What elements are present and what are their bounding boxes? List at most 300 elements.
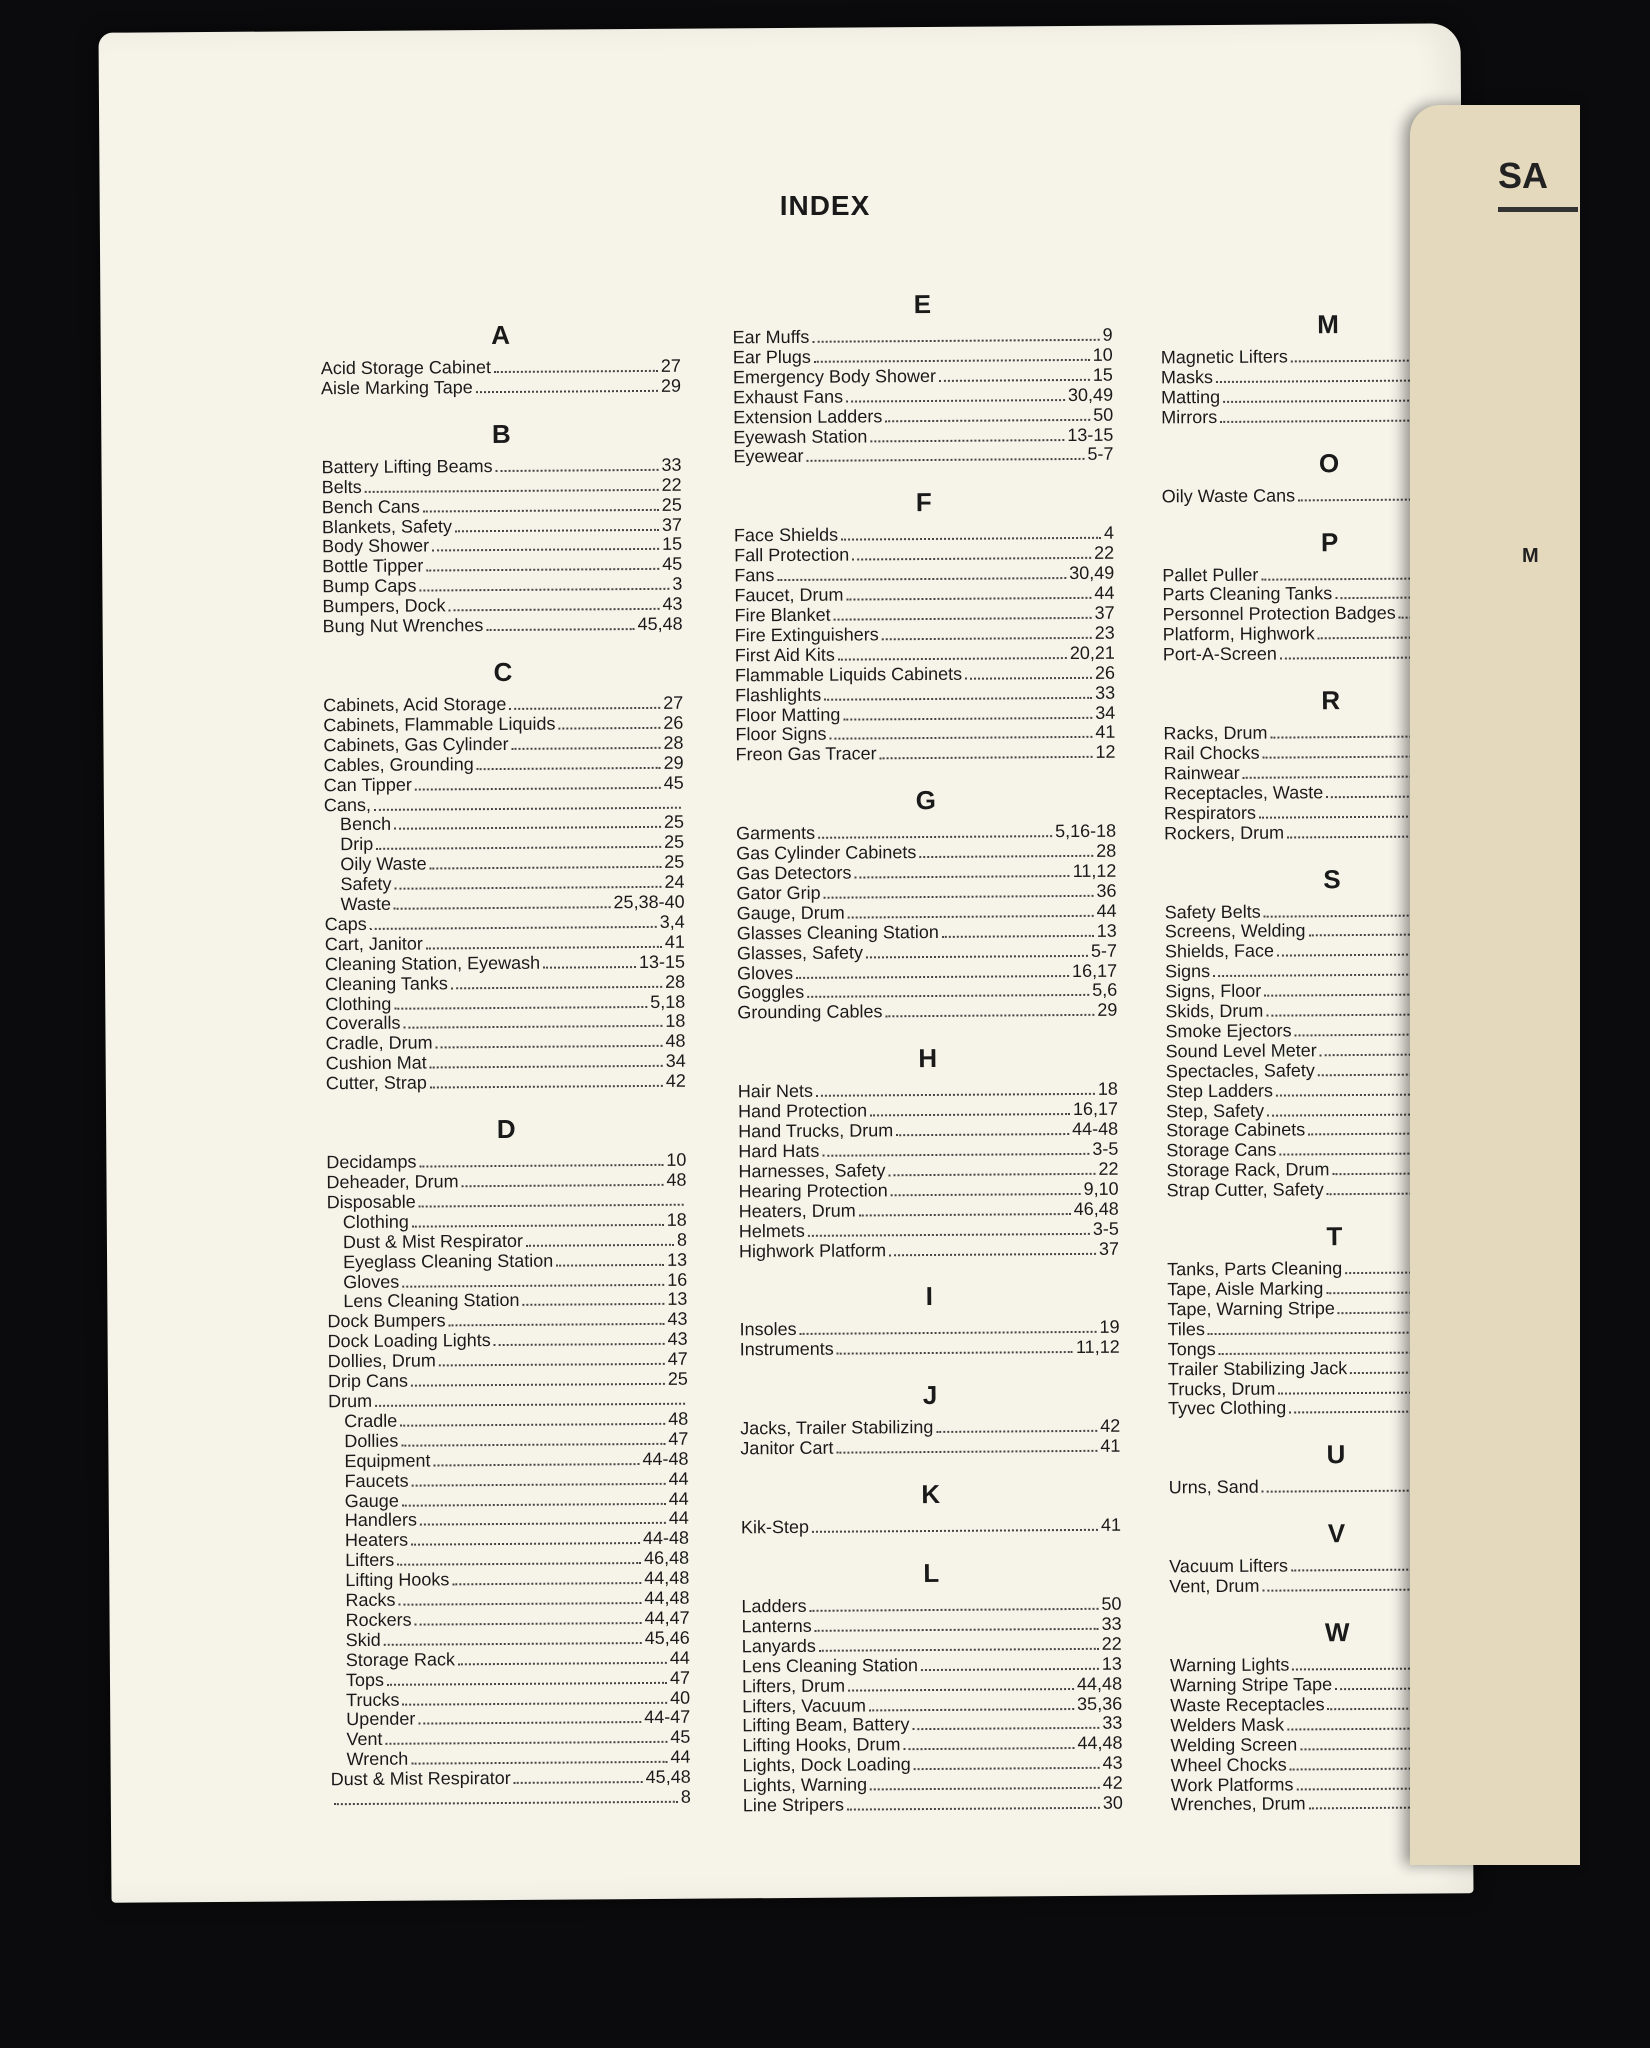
entry-label: Grounding Cables (737, 1001, 883, 1023)
entry-label: Smoke Ejectors (1165, 1020, 1292, 1042)
entry-label: Emergency Body Shower (732, 365, 937, 388)
entry-label: Cutter, Strap (325, 1072, 427, 1094)
entry-page-number: 29 (663, 752, 684, 773)
index-entry (737, 980, 1117, 1003)
dot-leader (808, 1219, 1090, 1237)
index-entry (742, 1653, 1122, 1676)
entry-label: Dust & Mist Respirator (330, 1768, 511, 1790)
entry-label: Rockers (345, 1609, 412, 1631)
entry-page-number: 48 (668, 1408, 689, 1429)
entry-label: Skid (345, 1629, 381, 1650)
entry-label: Gator Grip (736, 882, 821, 904)
dot-leader (903, 1733, 1074, 1750)
index-entry (738, 1139, 1118, 1162)
entry-label: Tongs (1167, 1338, 1216, 1360)
entry-label: Step Ladders (1165, 1080, 1274, 1102)
entry-label: Harnesses, Safety (738, 1160, 886, 1182)
dot-leader (384, 1628, 642, 1646)
entry-page-number: 44 (668, 1508, 689, 1529)
index-entry (740, 1416, 1120, 1439)
entry-label: Goggles (737, 982, 805, 1003)
entry-page-number: 42 (1100, 1415, 1121, 1437)
entry-page-number: 47 (667, 1348, 688, 1369)
entry-label: Hair Nets (737, 1081, 813, 1102)
entry-page-number: 41 (1100, 1435, 1121, 1456)
dot-leader (430, 1051, 663, 1069)
dot-leader (452, 1568, 641, 1585)
index-section-k (741, 1478, 1121, 1538)
dot-leader (777, 563, 1066, 581)
entry-page-number: 43 (667, 1309, 688, 1330)
index-subentry (327, 1210, 687, 1232)
page-title: INDEX (779, 190, 871, 221)
entry-label: Wrench (346, 1748, 409, 1770)
entry-label: Coveralls (325, 1013, 401, 1034)
entry-label: Belts (321, 476, 362, 497)
entry-label: Lanyards (741, 1635, 816, 1657)
dot-leader (494, 356, 658, 373)
entry-label: Drip Cans (327, 1370, 409, 1392)
entry-page-number: 25,38-40 (613, 891, 685, 913)
entry-page-number: 25 (661, 494, 682, 515)
entry-label: Lanterns (741, 1615, 812, 1637)
dot-leader (402, 1269, 664, 1287)
dot-leader (496, 455, 659, 472)
entry-label: Highwork Platform (738, 1239, 887, 1261)
index-entry (737, 901, 1117, 924)
entry-label: Urns, Sand (1168, 1477, 1259, 1498)
entry-page-number: 44,48 (644, 1587, 690, 1609)
entry-page-number: 44 (668, 1468, 689, 1489)
entry-label: Fall Protection (734, 544, 850, 566)
section-letter: U (1326, 1439, 1346, 1470)
index-entry (735, 623, 1115, 646)
entry-label: Fans (734, 565, 775, 586)
entry-label: Flashlights (735, 684, 822, 705)
entry-page-number: 44 (668, 1488, 689, 1509)
dot-leader (387, 1668, 667, 1686)
index-entry (322, 514, 682, 536)
entry-page-number: 44,48 (1076, 1673, 1123, 1694)
index-subentry (329, 1508, 689, 1530)
entry-page-number: 45,48 (637, 613, 683, 635)
entry-page-number: 23 (1094, 622, 1115, 643)
dot-leader (334, 1787, 678, 1805)
entry-page-number: 27 (663, 692, 684, 713)
entry-label: Fire Extinguishers (734, 624, 879, 646)
entry-page-number: 42 (1102, 1772, 1123, 1793)
dot-leader (432, 534, 659, 552)
index-entry (322, 534, 682, 556)
dot-leader (870, 1773, 1100, 1791)
dot-leader (419, 1190, 684, 1208)
dot-leader (870, 425, 1064, 442)
entry-label: Clothing (325, 993, 392, 1014)
entry-label: Dust & Mist Respirator (342, 1230, 524, 1252)
entry-label: Welding Screen (1170, 1734, 1298, 1756)
entry-label: Freon Gas Tracer (735, 743, 877, 765)
dot-leader (511, 733, 660, 750)
index-subentry (330, 1747, 690, 1769)
index-subentry (330, 1608, 690, 1630)
entry-label: Helmets (738, 1220, 805, 1241)
dot-leader (837, 1337, 1073, 1355)
entry-page-number: 20,21 (1069, 642, 1115, 663)
section-letter: V (1327, 1518, 1346, 1549)
index-subentry (328, 1428, 688, 1450)
dot-leader (418, 1707, 641, 1725)
index-entry (737, 920, 1117, 943)
index-entry (742, 1614, 1122, 1637)
entry-label: Racks (345, 1589, 396, 1611)
entry-label: Caps (324, 913, 367, 935)
entry-page-number: 34 (665, 1050, 686, 1072)
index-entry (736, 861, 1116, 884)
entry-label: Port-A-Screen (1162, 643, 1277, 665)
dot-leader (829, 722, 1092, 740)
section-letter: L (923, 1557, 940, 1589)
index-subentry (329, 1488, 689, 1510)
dot-leader (411, 1369, 665, 1387)
entry-page-number: 9 (1102, 324, 1113, 345)
entry-page-number: 46,48 (644, 1547, 690, 1569)
entry-label: Heaters (344, 1529, 409, 1551)
entry-label: Gloves (343, 1271, 400, 1292)
entry-label: Storage Cans (1166, 1139, 1277, 1161)
entry-page-number: 25 (667, 1368, 688, 1389)
entry-label: Body Shower (322, 535, 430, 557)
entry-label: Mirrors (1161, 406, 1218, 428)
dot-leader (843, 702, 1092, 720)
index-entry (742, 1733, 1122, 1756)
index-entry (321, 455, 681, 477)
entry-label: Lifting Hooks (345, 1569, 450, 1591)
dot-leader (494, 1329, 665, 1346)
entry-label: Glasses, Safety (736, 942, 864, 963)
entry-label: Gas Detectors (736, 862, 852, 884)
index-subentry (328, 1409, 688, 1431)
index-entry (322, 494, 682, 516)
entry-label: Lights, Dock Loading (742, 1754, 911, 1776)
dot-leader (854, 861, 1069, 879)
dot-leader (823, 881, 1093, 899)
index-entry (743, 1753, 1123, 1776)
index-entry (322, 474, 682, 496)
entry-page-number: 25 (663, 812, 685, 833)
index-subentry (330, 1707, 690, 1729)
index-section-h (738, 1042, 1119, 1261)
section-letter: D (496, 1113, 516, 1145)
index-entry (742, 1633, 1122, 1656)
index-subentry (329, 1568, 689, 1590)
entry-label: Cans, (323, 794, 371, 815)
dot-leader (419, 574, 669, 592)
dot-leader (462, 1170, 664, 1187)
entry-page-number: 13-15 (1067, 424, 1114, 445)
entry-page-number: 13 (667, 1289, 688, 1310)
entry-page-number: 40 (670, 1687, 691, 1708)
index-entry (326, 1071, 686, 1093)
dot-leader (439, 1349, 665, 1367)
entry-page-number: 25 (664, 832, 685, 853)
index-section-a (321, 319, 682, 398)
entry-page-number: 33 (1101, 1613, 1122, 1634)
dot-leader (836, 1436, 1097, 1454)
index-entry (322, 594, 682, 616)
section-letter: T (1326, 1221, 1343, 1252)
section-letter: J (922, 1380, 938, 1411)
section-letter: S (1323, 863, 1341, 894)
entry-label: Tiles (1167, 1318, 1205, 1340)
index-subentry (325, 892, 685, 914)
entry-label: Lifters, Vacuum (742, 1694, 866, 1716)
dot-leader (912, 1713, 1099, 1730)
entry-page-number: 45 (662, 554, 683, 575)
index-entry (735, 603, 1115, 626)
index-entry (742, 1713, 1122, 1736)
index-column-1 (321, 319, 692, 1831)
entry-page-number: 28 (665, 971, 686, 992)
index-column-2 (732, 288, 1123, 1838)
entry-label: Vent, Drum (1169, 1575, 1260, 1597)
entry-page-number: 30 (1102, 1792, 1123, 1813)
entry-page-number: 16 (667, 1269, 688, 1290)
dot-leader (448, 594, 659, 611)
entry-page-number: 18 (1097, 1078, 1118, 1100)
index-entry (739, 1317, 1119, 1340)
section-letter: I (925, 1281, 934, 1312)
entry-label: Hand Trucks, Drum (738, 1120, 894, 1142)
dot-leader (426, 932, 662, 950)
entry-label: Storage Rack (345, 1649, 455, 1670)
dot-leader (914, 1753, 1100, 1770)
entry-page-number: 47 (669, 1667, 691, 1688)
index-subentry (329, 1548, 689, 1570)
entry-label: Deheader, Drum (326, 1171, 459, 1193)
dot-leader (451, 972, 662, 989)
entry-label: Battery Lifting Beams (321, 455, 493, 478)
dot-leader (869, 1694, 1074, 1711)
adjacent-page-text-fragment: M (1522, 545, 1539, 567)
entry-page-number: 37 (661, 514, 683, 535)
adjacent-page (1410, 105, 1580, 1865)
index-subentry (324, 812, 684, 834)
entry-label: Respirators (1163, 802, 1257, 824)
entry-label: Ladders (741, 1595, 807, 1617)
index-entry (733, 365, 1113, 388)
index-entry (321, 376, 681, 398)
entry-page-number: 13 (1096, 920, 1117, 941)
dot-leader (870, 1099, 1070, 1116)
dot-leader (514, 1767, 643, 1784)
entry-page-number: 28 (663, 732, 684, 753)
index-entry (733, 444, 1113, 467)
entry-label: Bench Cans (321, 496, 420, 517)
entry-label: Hand Protection (737, 1100, 868, 1122)
entry-label: Garments (736, 823, 816, 844)
dot-leader (812, 1515, 1098, 1533)
entry-label: Tape, Warning Stripe (1167, 1298, 1335, 1320)
index-entry (738, 1119, 1118, 1142)
entry-label: Rainwear (1163, 762, 1240, 784)
index-entry (737, 940, 1117, 963)
index-entry (735, 682, 1115, 705)
entry-label: Equipment (344, 1450, 431, 1471)
entry-label: Lifting Beam, Battery (742, 1714, 910, 1736)
entry-page-number: 10 (1092, 344, 1113, 365)
dot-leader (815, 1614, 1099, 1632)
index-page (98, 23, 1473, 1902)
entry-page-number: 33 (1095, 682, 1116, 703)
index-entry (322, 554, 682, 576)
entry-page-number: 18 (666, 1209, 687, 1230)
entry-page-number: 41 (1095, 722, 1116, 743)
entry-label: Work Platforms (1170, 1773, 1294, 1795)
index-entry (325, 951, 685, 973)
entry-page-number: 3-5 (1092, 1138, 1119, 1159)
entry-label: Masks (1160, 366, 1214, 388)
dot-leader (448, 1309, 664, 1327)
entry-page-number: 22 (1094, 542, 1115, 564)
section-letter: G (915, 785, 937, 816)
index-entry (326, 1170, 686, 1192)
entry-page-number: 50 (1101, 1593, 1122, 1614)
dot-leader (486, 614, 634, 631)
entry-page-number: 44-48 (642, 1528, 690, 1549)
index-entry (324, 772, 684, 794)
entry-page-number: 45,46 (644, 1627, 690, 1648)
index-entry (734, 583, 1114, 606)
dot-leader (436, 1031, 663, 1049)
entry-page-number: 15 (1092, 364, 1113, 385)
entry-page-number: 22 (1101, 1633, 1122, 1654)
dot-leader (919, 841, 1093, 858)
entry-label: Acid Storage Cabinet (320, 357, 492, 379)
entry-label: Shields, Face (1164, 940, 1275, 962)
entry-label: Faucets (344, 1470, 409, 1491)
entry-label: Tanks, Parts Cleaning (1167, 1258, 1343, 1280)
entry-label: First Aid Kits (734, 644, 835, 666)
entry-label: Faucet, Drum (734, 584, 844, 606)
entry-label: Dock Bumpers (327, 1310, 446, 1332)
dot-leader (800, 1317, 1097, 1335)
index-section-i (739, 1280, 1120, 1359)
entry-page-number: 47 (668, 1428, 689, 1449)
dot-leader (385, 1727, 667, 1745)
entry-page-number: 43 (662, 593, 683, 615)
entry-label: Matting (1160, 386, 1221, 408)
entry-label: Lifters, Drum (741, 1675, 846, 1696)
entry-label: Pallet Puller (1162, 564, 1259, 585)
index-entry (739, 1178, 1119, 1201)
dot-leader (882, 623, 1092, 640)
entry-label: Heaters, Drum (738, 1200, 856, 1222)
index-subentry (329, 1528, 689, 1550)
entry-label: Vacuum Lifters (1169, 1555, 1289, 1577)
dot-leader (430, 1071, 663, 1089)
dot-leader (888, 1159, 1095, 1176)
dot-leader (859, 1199, 1071, 1216)
entry-label: Ear Muffs (732, 326, 810, 348)
entry-label: Insoles (739, 1319, 797, 1340)
dot-leader (556, 1249, 664, 1266)
index-subentry (330, 1667, 690, 1689)
index-entry (736, 881, 1116, 904)
dot-leader (426, 554, 659, 572)
index-section-f (734, 486, 1116, 765)
index-entry (331, 1767, 691, 1789)
entry-label: Trucks, Drum (1167, 1378, 1276, 1399)
entry-page-number: 33 (661, 454, 682, 475)
entry-page-number: 13 (666, 1249, 688, 1270)
dot-leader (838, 643, 1067, 661)
entry-label: Floor Matting (735, 704, 841, 725)
index-entry (739, 1218, 1119, 1241)
entry-page-number: 3-5 (1092, 1218, 1119, 1239)
entry-page-number: 34 (1095, 702, 1116, 723)
section-letter: R (1321, 685, 1341, 716)
entry-label: Bottle Tipper (322, 555, 424, 577)
entry-page-number: 44,47 (644, 1607, 690, 1628)
dot-leader (522, 1289, 664, 1306)
entry-label: Cradle, Drum (325, 1032, 433, 1054)
entry-page-number: 5-7 (1090, 940, 1117, 961)
entry-label: Gauge (344, 1490, 399, 1511)
entry-page-number: 48 (666, 1169, 687, 1190)
entry-label: Lifters (345, 1549, 395, 1571)
dot-leader (402, 1687, 667, 1705)
entry-page-number: 44 (670, 1746, 691, 1768)
entry-label: Blankets, Safety (321, 515, 453, 537)
dot-leader (818, 821, 1052, 839)
entry-page-number: 4 (1103, 523, 1115, 544)
entry-label: Flammable Liquids Cabinets (734, 663, 963, 686)
entry-page-number: 41 (664, 931, 685, 952)
entry-label: Hearing Protection (738, 1180, 888, 1202)
entry-label: Strap Cutter, Safety (1166, 1179, 1324, 1201)
entry-label: Wheel Chocks (1170, 1754, 1287, 1775)
index-subentry (327, 1269, 687, 1291)
entry-page-number: 16,17 (1072, 1098, 1119, 1120)
dot-leader (965, 663, 1092, 680)
entry-page-number: 30,49 (1069, 562, 1115, 584)
entry-page-number: 26 (1094, 662, 1116, 683)
entry-label: Cleaning Station, Eyewash (324, 952, 541, 974)
dot-leader (430, 852, 662, 870)
dot-leader (848, 901, 1094, 919)
entry-page-number: 16,17 (1071, 960, 1118, 981)
dot-leader (477, 753, 661, 770)
index-entry (325, 971, 685, 993)
entry-label: Gauge, Drum (736, 902, 845, 924)
index-entry (738, 1079, 1118, 1102)
entry-page-number: 43 (667, 1328, 688, 1350)
dot-leader (807, 980, 1089, 998)
entry-page-number: 35,36 (1077, 1693, 1123, 1714)
entry-label: Cushion Mat (325, 1052, 427, 1074)
index-entry (733, 325, 1113, 348)
entry-page-number: 27 (660, 355, 681, 376)
dot-leader (841, 523, 1101, 541)
entry-page-number: 5-7 (1087, 444, 1114, 465)
index-subentry (329, 1588, 689, 1610)
dot-leader (394, 892, 611, 910)
entry-label: Warning Stripe Tape (1169, 1674, 1333, 1696)
index-section-e (732, 288, 1113, 467)
dot-leader (419, 1150, 663, 1168)
index-entry (733, 404, 1113, 427)
dot-leader (848, 1674, 1074, 1692)
